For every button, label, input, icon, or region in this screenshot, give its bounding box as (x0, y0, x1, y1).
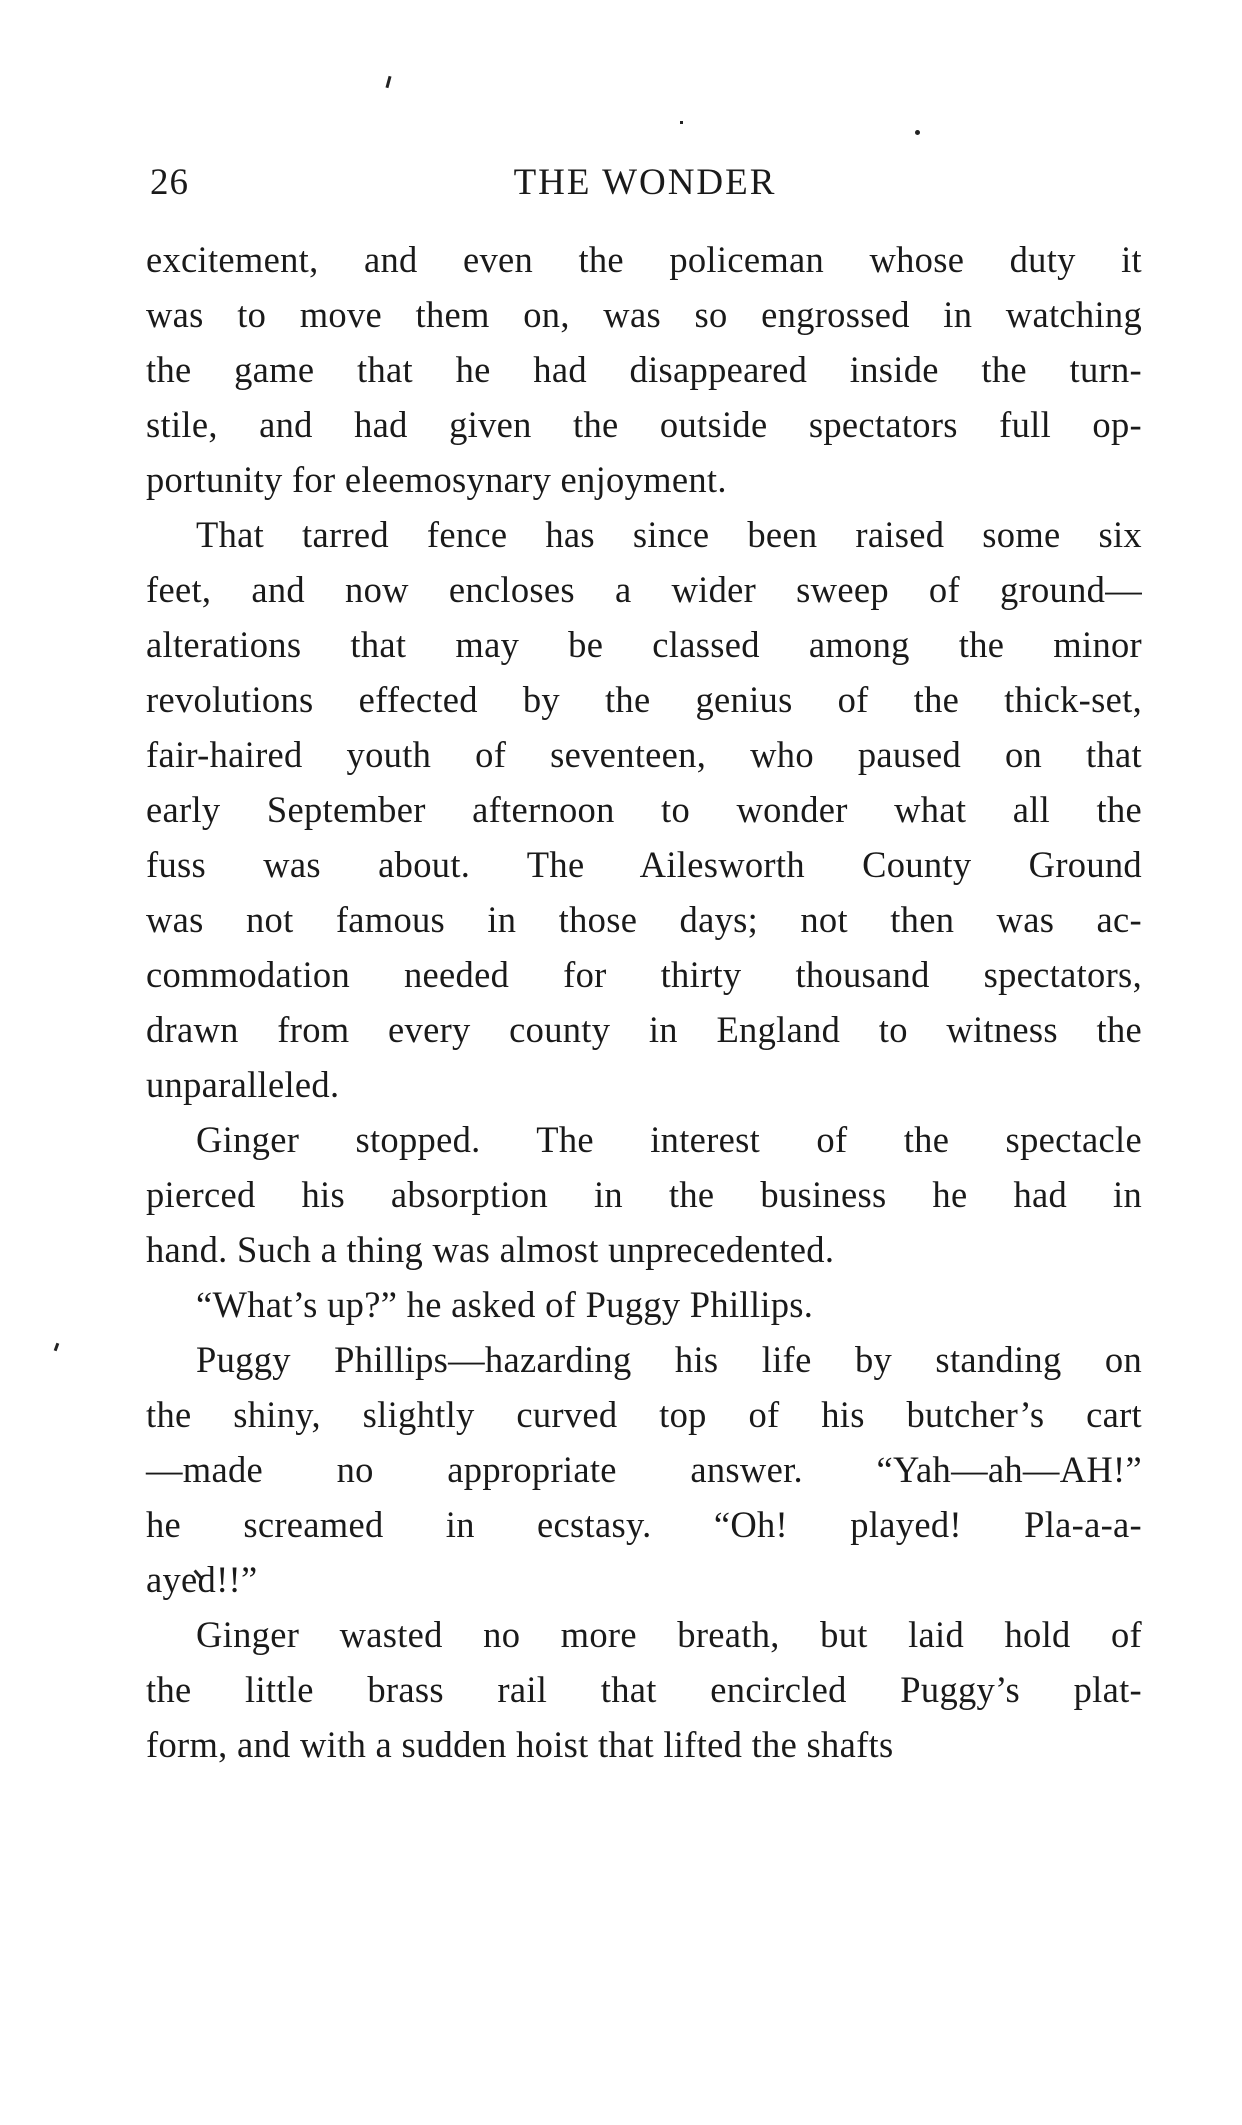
page-number: 26 (150, 162, 189, 203)
text-line: form, and with a sudden hoist that lifted the shafts (146, 1724, 894, 1765)
text-line: was to move them on, was so engrossed in watching (146, 294, 1142, 335)
text-line: pierced his absorption in the business he had in (146, 1174, 1142, 1215)
text-line: the game that he had disappeared inside the turn- (146, 349, 1142, 390)
text-line: he screamed in ecstasy. “Oh! played! Pla-a-a- (146, 1504, 1142, 1545)
text-line: hand. Such a thing was almost unprecedented. (146, 1229, 835, 1270)
print-speck (54, 1343, 60, 1352)
paragraph (146, 1332, 1142, 1607)
text-line: excitement, and even the policeman whose duty it (146, 239, 1142, 280)
paragraph (146, 1112, 1142, 1277)
text-line: unparalleled. (146, 1064, 340, 1105)
page-header (150, 158, 1140, 208)
text-line: ayed!!” (146, 1559, 258, 1600)
text-line: fuss was about. The Ailesworth County Ground (146, 844, 1142, 885)
text-line: feet, and now encloses a wider sweep of ground— (146, 569, 1142, 610)
text-line: stile, and had given the outside spectators full op- (146, 404, 1142, 445)
text-line: portunity for eleemosynary enjoyment. (146, 459, 727, 500)
text-line: alterations that may be classed among the minor (146, 624, 1142, 665)
text-line: “What’s up?” he asked of Puggy Phillips. (196, 1284, 814, 1325)
text-line: was not famous in those days; not then was ac- (146, 899, 1142, 940)
text-line: the shiny, slightly curved top of his butcher’s cart (146, 1394, 1142, 1435)
running-title: THE WONDER (513, 162, 777, 203)
paragraph (146, 232, 1142, 507)
print-speck (915, 130, 920, 135)
text-line: Ginger wasted no more breath, but laid hold of (196, 1614, 1142, 1655)
text-line: revolutions effected by the genius of the thick-set, (146, 679, 1142, 720)
body-text (146, 232, 1142, 1772)
print-speck (385, 76, 391, 88)
paragraph (146, 507, 1142, 1112)
text-line: fair-haired youth of seventeen, who paused on that (146, 734, 1142, 775)
text-line: the little brass rail that encircled Puggy’s plat- (146, 1669, 1142, 1710)
text-line: —made no appropriate answer. “Yah—ah—AH!” (146, 1449, 1142, 1490)
paragraph (146, 1277, 1142, 1332)
text-line: early September afternoon to wonder what all the (146, 789, 1142, 830)
text-line: commodation needed for thirty thousand spectators, (146, 954, 1142, 995)
print-speck (680, 121, 683, 124)
text-line: drawn from every county in England to witness the (146, 1009, 1142, 1050)
text-line: Puggy Phillips—hazarding his life by standing on (196, 1339, 1142, 1380)
paragraph (146, 1607, 1142, 1772)
text-line: Ginger stopped. The interest of the spectacle (196, 1119, 1142, 1160)
text-line: That tarred fence has since been raised some six (196, 514, 1142, 555)
